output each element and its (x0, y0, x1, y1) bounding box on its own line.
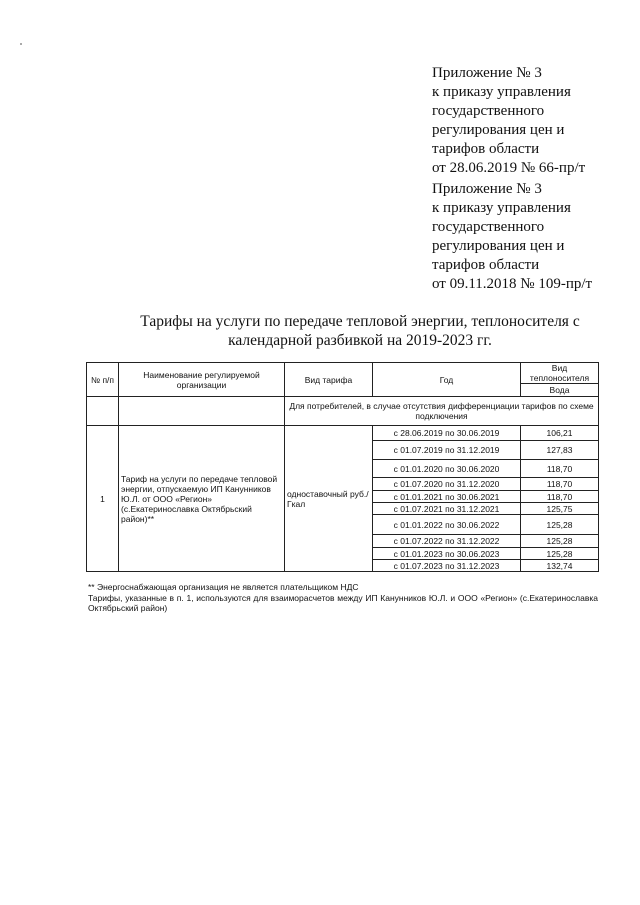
row-number: 1 (87, 426, 119, 572)
appendix-line: государственного (432, 219, 545, 235)
footnote-usage: Тарифы, указанные в п. 1, используются для взаиморасчетов между ИП Канунников Ю.Л. и ООО «Регион» (с.Екатеринославка Октябрьский район) (88, 592, 598, 613)
header-tariff-type: Вид тарифа (285, 363, 373, 397)
appendix-line: к приказу управления (432, 200, 571, 216)
period-cell: с 01.01.2022 по 30.06.2022 (373, 515, 521, 535)
tariff-value: 125,28 (521, 515, 599, 535)
header-number: № п/п (87, 363, 119, 397)
tariff-value: 106,21 (521, 426, 599, 441)
subheader-empty-cell (119, 397, 285, 426)
title-line-2: календарной разбивкой на 2019-2023 гг. (228, 332, 492, 349)
period-cell: с 01.01.2021 по 30.06.2021 (373, 491, 521, 503)
tariff-value: 125,28 (521, 548, 599, 560)
appendix-line: от 09.11.2018 № 109-пр/т (432, 276, 593, 292)
period-cell: с 01.07.2020 по 31.12.2020 (373, 478, 521, 491)
tariff-value: 127,83 (521, 441, 599, 460)
appendix-line: тарифов области (432, 257, 540, 273)
subheader-empty-cell (87, 397, 119, 426)
appendix-line: к приказу управления (432, 84, 571, 100)
header-year: Год (373, 363, 521, 397)
appendix-line: регулирования цен и (432, 122, 565, 138)
period-cell: с 28.06.2019 по 30.06.2019 (373, 426, 521, 441)
tariff-value: 125,28 (521, 535, 599, 548)
header-heat-carrier: Вид теплоносителя (521, 363, 599, 384)
table-row (87, 426, 599, 441)
tariff-value: 132,74 (521, 560, 599, 572)
scan-artifact-dot (20, 43, 22, 45)
period-cell: с 01.07.2021 по 31.12.2021 (373, 503, 521, 515)
appendix-line: государственного (432, 103, 545, 119)
header-organization: Наименование регулируемой организации (119, 363, 285, 397)
tariff-value: 125,75 (521, 503, 599, 515)
tariff-table (86, 362, 599, 572)
period-cell: с 01.01.2020 по 30.06.2020 (373, 460, 521, 478)
tariff-value: 118,70 (521, 478, 599, 491)
appendix-header-2019 (432, 64, 585, 178)
period-cell: с 01.07.2019 по 31.12.2019 (373, 441, 521, 460)
appendix-line: от 28.06.2019 № 66-пр/т (432, 160, 586, 176)
appendix-line: регулирования цен и (432, 238, 565, 254)
period-cell: с 01.07.2023 по 31.12.2023 (373, 560, 521, 572)
consumer-subheader: Для потребителей, в случае отсутствия дифференциации тарифов по схеме подключения (285, 397, 599, 426)
period-cell: с 01.07.2022 по 31.12.2022 (373, 535, 521, 548)
appendix-line: Приложение № 3 (432, 65, 542, 81)
appendix-header-2018 (432, 180, 592, 294)
organization-name: Тариф на услуги по передаче тепловой энергии, отпускаемую ИП Канунников Ю.Л. от ООО «Регион» (с.Екатеринославка Октябрьский район)** (119, 426, 285, 572)
document-title (90, 312, 630, 350)
tariff-type: одноставочный руб./Гкал (285, 426, 373, 572)
title-line-1: Тарифы на услуги по передаче тепловой энергии, теплоносителя с (140, 313, 580, 330)
period-cell: с 01.01.2023 по 30.06.2023 (373, 548, 521, 560)
appendix-line: Приложение № 3 (432, 181, 542, 197)
tariff-value: 118,70 (521, 460, 599, 478)
footnote-vat: ** Энергоснабжающая организация не является плательщиком НДС (88, 582, 359, 592)
tariff-value: 118,70 (521, 491, 599, 503)
header-water: Вода (521, 384, 599, 397)
footnotes (88, 582, 598, 614)
appendix-line: тарифов области (432, 141, 540, 157)
